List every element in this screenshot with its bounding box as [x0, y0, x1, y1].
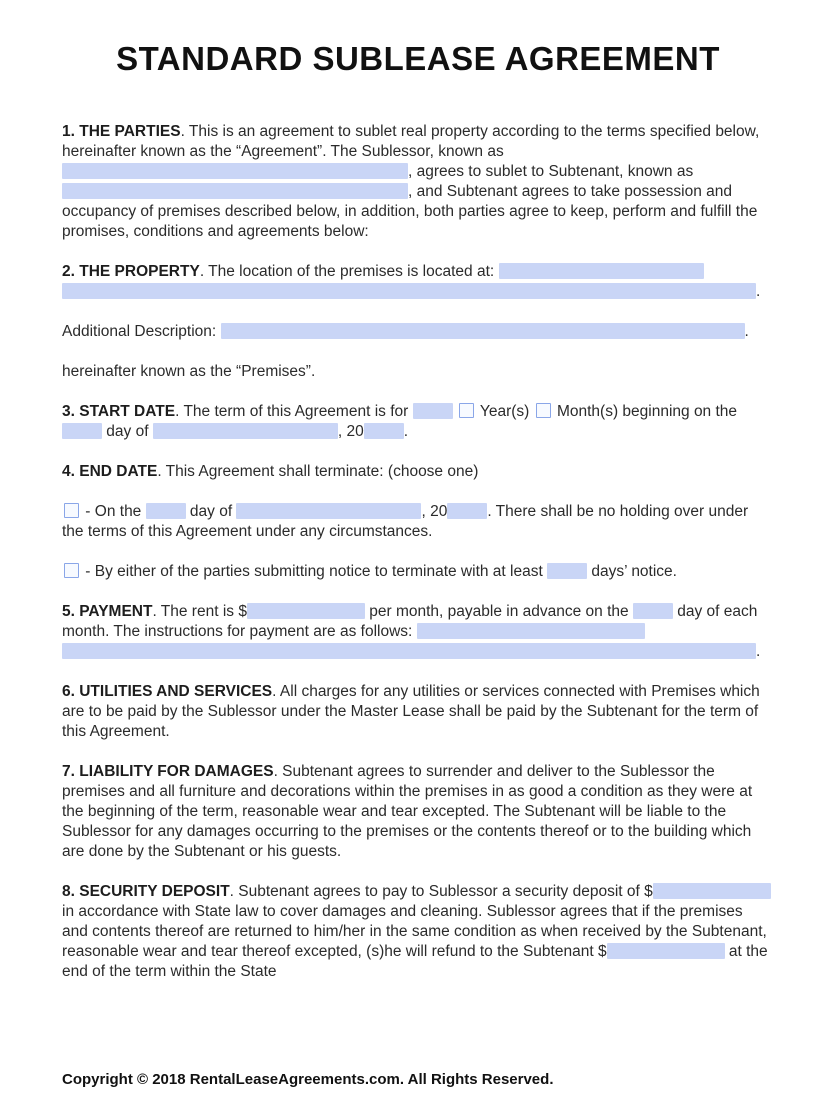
- paragraph-end-date: 4. END DATE. This Agreement shall terminate: (choose one): [62, 463, 479, 480]
- start-day-field[interactable]: [62, 423, 102, 439]
- end-day-field[interactable]: [146, 503, 186, 519]
- end-fixed-option-checkbox[interactable]: [64, 503, 79, 518]
- payment-instructions-line1-field[interactable]: [417, 623, 645, 639]
- payment-heading: 5. PAYMENT: [62, 603, 153, 620]
- payment-day-field[interactable]: [633, 603, 673, 619]
- start-month-field[interactable]: [153, 423, 338, 439]
- paragraph-liability-for-damages: 7. LIABILITY FOR DAMAGES. Subtenant agrees to surrender and deliver to the Sublessor the premises and all furniture and decorations within the premises in as good a condition as they were at the beginning of the term, reasonable wear and tear excepted. The Subtenant will be liable to the Sublessor for any damages occurring to the premises or the contents thereof or to the building which are done by the Subtenant or his guests.: [62, 763, 753, 860]
- payment-instructions-line2-field[interactable]: [62, 643, 756, 659]
- paragraph-end-date-notice-option: - By either of the parties submitting notice to terminate with at least days’ notice.: [62, 562, 772, 582]
- paragraph-premises-note: hereinafter known as the “Premises”.: [62, 363, 316, 380]
- parties-heading: 1. THE PARTIES: [62, 123, 181, 140]
- copyright-footer: Copyright © 2018 RentalLeaseAgreements.com. All Rights Reserved.: [62, 1071, 554, 1088]
- end-date-heading: 4. END DATE: [62, 463, 158, 480]
- page-title: STANDARD SUBLEASE AGREEMENT: [116, 40, 720, 77]
- property-location-line1-field[interactable]: [499, 263, 704, 279]
- notice-days-field[interactable]: [547, 563, 587, 579]
- utilities-and-services-heading: 6. UTILITIES AND SERVICES: [62, 683, 273, 700]
- paragraph-property: 2. THE PROPERTY. The location of the premises is located at: .: [62, 263, 761, 300]
- start-date-heading: 3. START DATE: [62, 403, 176, 420]
- term-length-field[interactable]: [413, 403, 453, 419]
- subtenant-name-field[interactable]: [62, 183, 408, 199]
- paragraph-parties: 1. THE PARTIES. This is an agreement to sublet real property according to the terms specified below, hereinafter known as the “Agreement”. The Sublessor, known as , agrees to sublet to Subtenant, known as , and Subtenant agrees to take possession and occupancy of premises described below, in addition, both parties agree to keep, perform and fulfill the promises, conditions and agreements below:: [62, 123, 760, 240]
- property-heading: 2. THE PROPERTY: [62, 263, 200, 280]
- end-month-field[interactable]: [236, 503, 421, 519]
- paragraph-payment: 5. PAYMENT. The rent is $ per month, payable in advance on the day of each month. The instructions for payment are as follows: .: [62, 603, 761, 660]
- security-deposit-amount-field[interactable]: [653, 883, 771, 899]
- document-body: [0, 78, 836, 982]
- paragraph-utilities-and-services: 6. UTILITIES AND SERVICES. All charges for any utilities or services connected with Premises which are to be paid by the Sublessor under the Master Lease shall be paid by the Subtenant for the term of this Agreement.: [62, 683, 760, 740]
- refund-amount-field[interactable]: [607, 943, 725, 959]
- sublessor-name-field[interactable]: [62, 163, 408, 179]
- paragraph-start-date: 3. START DATE. The term of this Agreement is for Year(s) Month(s) beginning on the day of , 20 .: [62, 403, 738, 440]
- paragraph-end-date-fixed-option: - On the day of , 20 . There shall be no holding over under the terms of this Agreement under any circumstances.: [62, 503, 749, 540]
- end-year-field[interactable]: [447, 503, 487, 519]
- paragraph-additional-description: Additional Description: .: [62, 323, 749, 340]
- liability-for-damages-heading: 7. LIABILITY FOR DAMAGES: [62, 763, 274, 780]
- term-years-checkbox[interactable]: [459, 403, 474, 418]
- rent-amount-field[interactable]: [247, 603, 365, 619]
- paragraph-security-deposit: 8. SECURITY DEPOSIT. Subtenant agrees to pay to Sublessor a security deposit of $ in accordance with State law to cover damages and cleaning. Sublessor agrees that if the premises and contents thereof are returned to him/her in the same condition as when received by the Subtenant, reasonable wear and tear thereof excepted, (s)he will refund to the Subtenant $ at the end of the term within the State: [62, 882, 772, 982]
- additional-description-field[interactable]: [221, 323, 745, 339]
- term-months-checkbox[interactable]: [536, 403, 551, 418]
- start-year-field[interactable]: [364, 423, 404, 439]
- property-location-line2-field[interactable]: [62, 283, 756, 299]
- end-notice-option-checkbox[interactable]: [64, 563, 79, 578]
- security-deposit-heading: 8. SECURITY DEPOSIT: [62, 883, 230, 900]
